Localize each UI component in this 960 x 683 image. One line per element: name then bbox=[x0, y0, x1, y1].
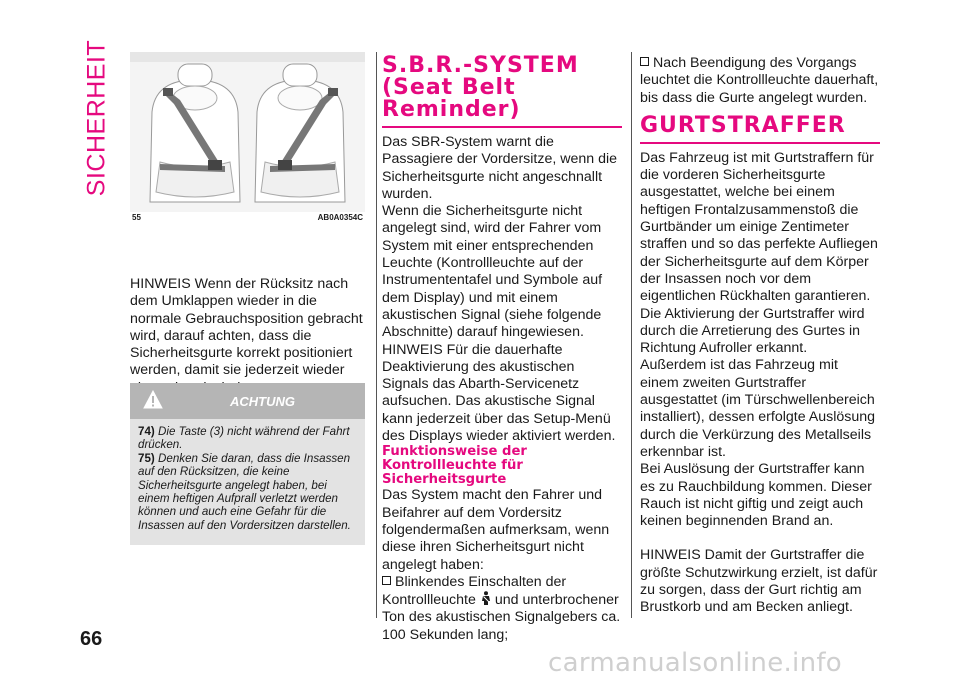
section-title bbox=[82, 39, 112, 196]
kontrollleuchte-subheading: Funktionsweise der Kontrollleuchte für Sicherheitsgurte bbox=[382, 444, 527, 488]
checkbox-bullet-icon bbox=[640, 57, 649, 66]
spacer bbox=[640, 530, 880, 547]
gurtstraffer-hinweis: HINWEIS Damit der Gurtstraffer die größte Schutzwirkung erzielt, ist dafür zu sorgen, dass der Gurt richtig am Brustkorb und am Becken anliegt. bbox=[640, 547, 878, 616]
gurtstraffer-paragraph: Bei Auslösung der Gurtstraffer kann es zu Rauchbildung kommen. Dieser Rauch ist nicht giftig und zeigt auch keinen beginnenden Brand an. bbox=[640, 461, 872, 530]
heading-rule bbox=[382, 126, 622, 128]
checkbox-bullet-icon bbox=[382, 576, 391, 585]
column-3 bbox=[640, 55, 880, 617]
sbr-heading: S.B.R.-SYSTEM (Seat Belt Reminder) bbox=[382, 53, 579, 122]
warning-item bbox=[138, 425, 357, 452]
figure-code: AB0A0354C bbox=[317, 213, 363, 222]
hinweis-rucksitz: HINWEIS Wenn der Rücksitz nach dem Umklappen wieder in die normale Gebrauchsposition gebracht wird, darauf achten, dass die Sicherheitsgurte korrekt positioniert werden, damit sie jederzeit wieder bbox=[130, 276, 363, 379]
figure-number: 55 bbox=[132, 213, 141, 222]
watermark: carmanualsonline.info bbox=[548, 648, 843, 678]
warning-header bbox=[130, 383, 365, 419]
gurtstraffer-paragraph: Die Aktivierung der Gurtstraffer wird durch die Arretierung des Gurtes in Richtung Aufroller erkannt. bbox=[640, 305, 865, 357]
bullet-item bbox=[382, 574, 622, 644]
warning-item-text: Denken Sie daran, dass die Insassen auf den Rücksitzen, die keine Sicherheitsgurte angelegt haben, bei einem heftigen Aufprall verletzt werden können und auch eine Gefahr für die Insassen auf den Vordersitzen darstellen. bbox=[138, 451, 351, 532]
bullet-text: Nach Beendigung des Vorgangs leuchtet die Kontrollleuchte dauerhaft, bis dass die Gurte angelegt wurden. bbox=[640, 55, 879, 106]
sbr-paragraph: Wenn die Sicherheitsgurte nicht angelegt sind, wird der Fahrer vom System mit einer entsprechenden Leuchte (Kontrollleuchte auf der Instrumententafel und Symbole auf dem Display) und mit einem akustischen Signal (siehe folgende Abschnitte) darauf hingewiesen. bbox=[382, 203, 603, 341]
warning-item bbox=[138, 452, 357, 532]
seat-belt-figure bbox=[130, 52, 365, 222]
column-divider bbox=[631, 52, 632, 618]
gurtstraffer-paragraph: Außerdem ist das Fahrzeug mit einem zweiten Gurtstraffer ausgestattet (im Türschwellenbereich installiert), dessen erfolgte Auslösung durch die Verkürzung des Metallseils erkennbar ist. bbox=[640, 357, 876, 460]
bullet-text: Blinkendes Einschalten der Kontrollleuchte bbox=[382, 573, 567, 609]
sbr-paragraph: Das SBR-System warnt die Passagiere der Vordersitze, wenn die Sicherheitsgurte nicht angeschnallt wurden. bbox=[382, 134, 618, 202]
bullet-item bbox=[640, 55, 880, 107]
warning-item-number: 75) bbox=[138, 451, 155, 465]
section-title-text: SICHERHEIT bbox=[82, 39, 111, 196]
warning-title: ACHTUNG bbox=[230, 394, 295, 409]
warning-item-text: Die Taste (3) nicht während der Fahrt drücken. bbox=[138, 425, 350, 452]
heading-rule bbox=[640, 142, 880, 144]
sbr-paragraph: Das System macht den Fahrer und Beifahrer auf dem Vordersitz folgendermaßen aufmerksam, wenn diese ihren Sicherheitsgurt nicht angelegt haben: bbox=[382, 487, 610, 573]
column-2 bbox=[382, 55, 622, 644]
seats-illustration bbox=[130, 52, 365, 212]
warning-item-number: 74) bbox=[138, 425, 155, 438]
seatbelt-warning-icon bbox=[480, 591, 492, 605]
bullet-text: und unterbrochener Ton des akustischen Signalgebers ca. 100 Sekunden lang; bbox=[382, 592, 621, 643]
warning-box bbox=[130, 383, 365, 545]
gurtstraffer-heading: GURTSTRAFFER bbox=[640, 112, 846, 138]
column-divider bbox=[376, 52, 377, 618]
sbr-hinweis: HINWEIS Für die dauerhafte Deaktivierung des akustischen Signals das Abarth-Servicenetz aufsuchen. Das akustische Signal kann jederzeit über das Setup-Menü des Displays wieder aktiviert werden. bbox=[382, 341, 616, 445]
warning-body bbox=[130, 419, 365, 545]
page-number: 66 bbox=[80, 628, 103, 650]
gurtstraffer-paragraph: Das Fahrzeug ist mit Gurtstraffern für die vorderen Sicherheitsgurte ausgestattet, welche bei einem heftigen Frontalzusammenstoß die Gurtbänder um einige Zentimeter straffen und so das perfekte Aufliegen der Sicherheitsgurte auf dem Körper der Insassen noch vor dem eigentlichen Rückhalten garantieren. bbox=[640, 149, 878, 305]
column-1 bbox=[130, 52, 365, 397]
